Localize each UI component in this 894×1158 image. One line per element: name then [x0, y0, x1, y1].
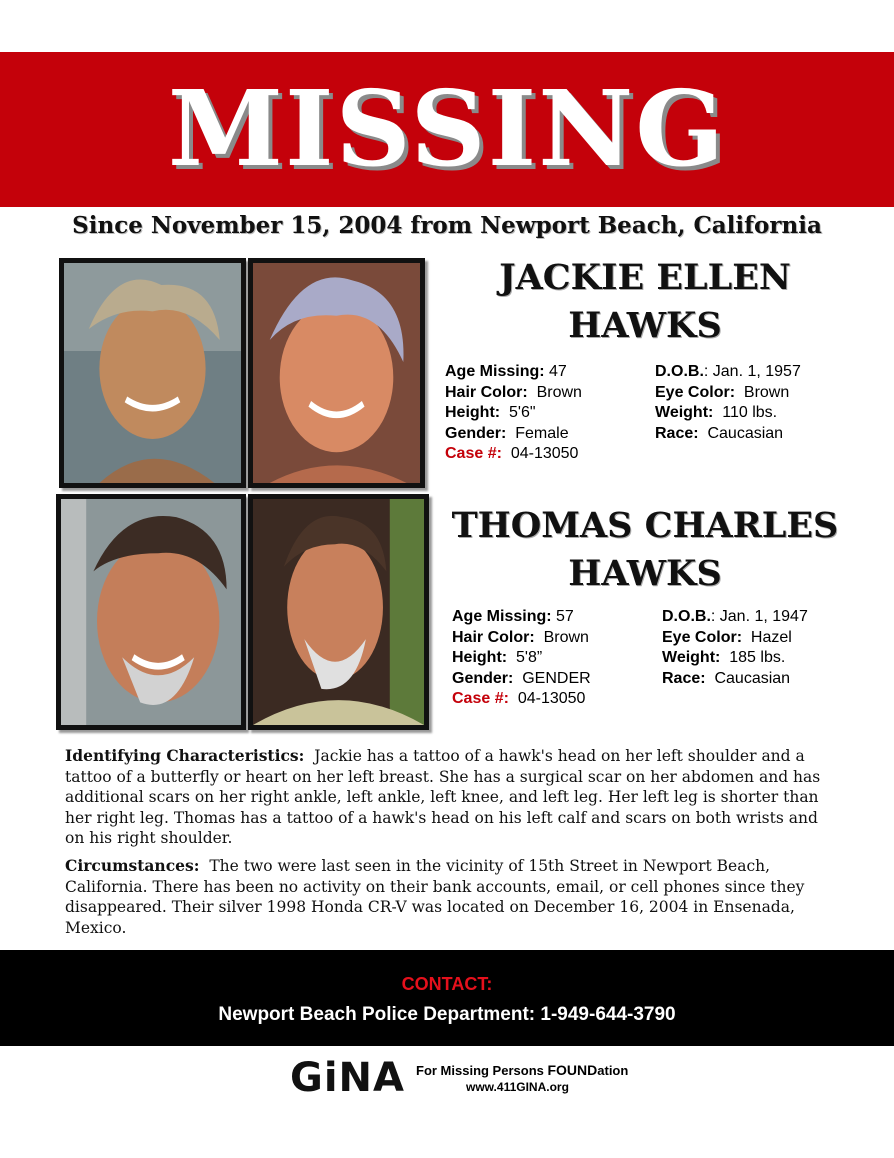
- identifying-text: Jackie has a tattoo of a hawk's head on her left shoulder and a tattoo of a butterfly or heart on her left breast. She has a surgical scar on her abdomen and has additional scars on her right ankle, left ankle, left knee, and left leg. Her left leg is shorter than her right leg. Thomas has a tattoo of a hawk's head on his left calf and scars on both wrists and on his right shoulder.: [65, 747, 821, 847]
- identifying-characteristics: [65, 746, 835, 849]
- fact-eye: Eye Color: Hazel: [662, 628, 792, 646]
- fact-age: Age Missing: 57: [452, 608, 574, 625]
- facts-thomas: [452, 607, 872, 707]
- person-name-thomas: [440, 502, 850, 598]
- contact-bar: [0, 950, 894, 1046]
- facts-right: [662, 607, 808, 689]
- fact-gender: Gender: Female: [445, 424, 569, 442]
- name-line2: HAWKS: [568, 553, 722, 594]
- gina-url: www.411GINA.org: [466, 1080, 569, 1094]
- fact-race: Race: Caucasian: [662, 669, 791, 687]
- name-line2: HAWKS: [568, 305, 722, 346]
- fact-eye: Eye Color: Brown: [655, 383, 790, 401]
- fact-case: Case #: 04-13050: [452, 690, 586, 707]
- since-line: Since November 15, 2004 from Newport Beach, California: [72, 212, 822, 239]
- circumstances-label: Circumstances:: [65, 856, 200, 875]
- fact-weight: Weight: 110 lbs.: [655, 404, 778, 421]
- identifying-label: Identifying Characteristics:: [65, 746, 305, 765]
- gina-footer: [290, 1056, 650, 1100]
- gina-tagline: For Missing Persons FOUNDation: [416, 1062, 629, 1078]
- thomas-photo-2: [248, 494, 429, 730]
- facts-left: [452, 607, 591, 710]
- fact-gender: Gender: GENDER: [452, 669, 591, 687]
- contact-phone: Newport Beach Police Department: 1-949-644-3790: [218, 1004, 676, 1025]
- contact-label: CONTACT:: [401, 974, 493, 994]
- fact-hair: Hair Color: Brown: [452, 628, 589, 646]
- facts-left: [445, 362, 582, 465]
- circumstances-text: The two were last seen in the vicinity of 15th Street in Newport Beach, California. There has been no activity on their bank accounts, email, or cell phones since they disappeared. Their silver 1998 Honda CR-V was located on December 16, 2004 in Ensenada, Mexico.: [65, 857, 805, 937]
- name-line1: THOMAS CHARLES: [451, 505, 839, 546]
- facts-jackie: [445, 362, 865, 462]
- fact-age: Age Missing: 47: [445, 363, 567, 380]
- name-line1: JACKIE ELLEN: [499, 257, 791, 298]
- fact-height: Height: 5'6": [445, 404, 536, 421]
- fact-case: Case #: 04-13050: [445, 445, 579, 462]
- missing-banner: [0, 52, 894, 207]
- person-name-jackie: [440, 254, 850, 350]
- gina-logo: GiNA: [290, 1055, 405, 1101]
- fact-height: Height: 5'8”: [452, 649, 543, 666]
- fact-race: Race: Caucasian: [655, 424, 784, 442]
- missing-title: MISSING: [167, 67, 727, 190]
- jackie-photo-2: [248, 258, 425, 488]
- circumstances: [65, 856, 835, 938]
- thomas-photo-1: [56, 494, 246, 730]
- fact-dob: D.O.B.: Jan. 1, 1957: [655, 363, 801, 380]
- facts-right: [655, 362, 801, 444]
- fact-weight: Weight: 185 lbs.: [662, 649, 786, 666]
- fact-hair: Hair Color: Brown: [445, 383, 582, 401]
- fact-dob: D.O.B.: Jan. 1, 1947: [662, 608, 808, 625]
- jackie-photo-1: [59, 258, 246, 488]
